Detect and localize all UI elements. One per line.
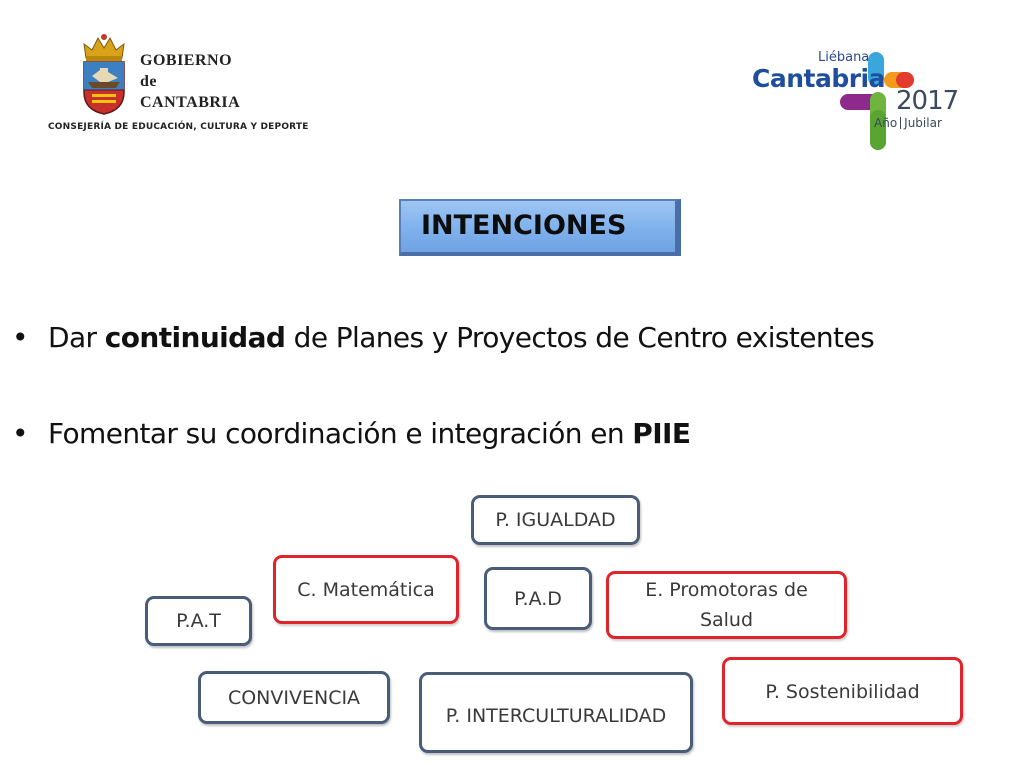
gobierno-cantabria-logo xyxy=(48,30,308,140)
bullet-bold: PIIE xyxy=(632,417,691,450)
slide-title: INTENCIONES xyxy=(421,210,627,241)
tag-p-sostenibilidad: P. Sostenibilidad xyxy=(722,657,963,725)
gov-name-line3: CANTABRIA xyxy=(140,94,241,111)
bullet-text: Fomentar su coordinación e integración en xyxy=(48,417,633,450)
bullet-dot-icon: • xyxy=(12,321,28,354)
ano-jubilar-label xyxy=(874,116,942,130)
bullet-text: de Planes y Proyectos de Centro existentes xyxy=(285,321,875,354)
bullet-list xyxy=(8,316,1018,456)
bullet-text: Dar xyxy=(48,321,105,354)
department-name: CONSEJERÍA DE EDUCACIÓN, CULTURA Y DEPORTE xyxy=(48,122,309,132)
tag-c-matematica: C. Matemática xyxy=(273,555,459,624)
gov-name-line2: de xyxy=(140,73,157,90)
separator-bar xyxy=(900,117,901,129)
year-label: 2017 xyxy=(896,86,959,116)
bullet-item-fomentar xyxy=(8,412,1018,456)
gov-name-line1: GOBIERNO xyxy=(140,52,233,69)
tag-convivencia: CONVIVENCIA xyxy=(198,671,390,724)
bullet-item-continuidad xyxy=(8,316,1018,360)
cantabria-wordmark: Cantabria xyxy=(752,64,885,93)
jubilar-label: Jubilar xyxy=(904,116,942,130)
tag-p-a-t: P.A.T xyxy=(145,596,252,646)
cantabria-2017-logo xyxy=(748,46,978,156)
tag-p-interculturalidad: P. INTERCULTURALIDAD xyxy=(419,672,693,753)
tag-e-promotoras-salud: E. Promotoras de Salud xyxy=(606,571,847,639)
bullet-dot-icon: • xyxy=(12,417,28,450)
liebana-label: Liébana xyxy=(818,50,870,65)
title-box xyxy=(399,199,681,256)
tag-p-a-d: P.A.D xyxy=(484,567,592,630)
bullet-bold: continuidad xyxy=(104,321,286,354)
ano-label: Año xyxy=(874,116,898,130)
coat-of-arms-icon xyxy=(78,32,130,116)
gov-name xyxy=(140,50,240,113)
tag-p-igualdad: P. IGUALDAD xyxy=(471,495,640,545)
